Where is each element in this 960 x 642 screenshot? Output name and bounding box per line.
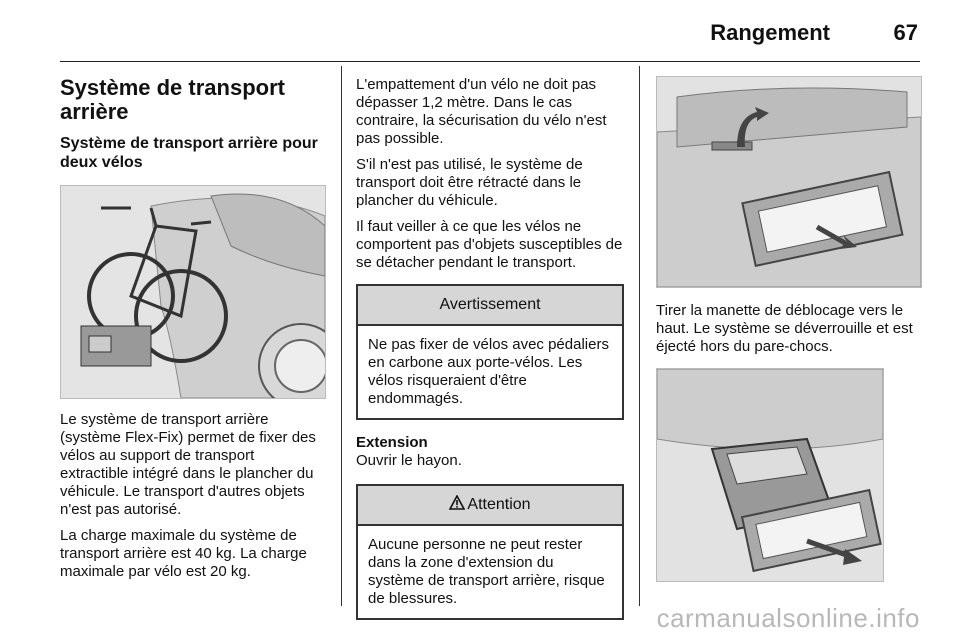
release-handle-illustration — [657, 77, 921, 287]
column-1 — [60, 76, 325, 589]
paragraph: Il faut veiller à ce que les vélos ne comportent pas d'objets susceptibles de se détacher pendant le transport. — [356, 218, 623, 271]
car-rear-with-bicycles-illustration — [61, 186, 325, 398]
paragraph: S'il n'est pas utilisé, le système de transport doit être rétracté dans le plancher du véhicule. — [356, 156, 583, 209]
caution-box — [356, 484, 624, 620]
warning-box-header — [358, 286, 622, 326]
paragraph: Le système de transport arrière (système Flex-Fix) permet de fixer des vélos au support de transport extractible intégré dans le plancher du véhicule. Le transport d'autres objets n'est pas autorisé. — [60, 411, 316, 518]
section-title: Rangement — [710, 20, 830, 45]
caution-box-header — [358, 486, 622, 526]
caution-box-body: Aucune personne ne peut rester dans la zone d'extension du système de transport arrière, risque de blessures. — [368, 536, 605, 607]
warning-box-body: Ne pas fixer de vélos avec pédaliers en carbone aux porte-vélos. Les vélos risqueraient d'être endommagés. — [368, 336, 609, 407]
sub-heading: Système de transport arrière pour deux vélos — [60, 135, 318, 171]
paragraph: L'empattement d'un vélo ne doit pas dépasser 1,2 mètre. Dans le cas contraire, la sécurisation du vélo n'est pas possible. — [356, 76, 607, 147]
column-3 — [656, 76, 922, 582]
page-header — [60, 18, 920, 58]
carrier-ejected-image — [656, 368, 884, 582]
column-divider-1 — [341, 66, 342, 606]
paragraph: Tirer la manette de déblocage vers le haut. Le système se déverrouille et est éjecté hors du pare-chocs. — [656, 302, 913, 355]
subsection-heading: Extension — [356, 434, 428, 451]
column-2 — [356, 76, 624, 634]
header-rule — [60, 61, 920, 62]
page-number: 67 — [893, 20, 918, 45]
warning-box-title: Avertissement — [439, 296, 541, 313]
column-divider-2 — [639, 66, 640, 606]
car-bicycles-illustration — [60, 185, 326, 399]
release-handle-image — [656, 76, 922, 288]
carrier-ejected-illustration — [657, 369, 883, 581]
watermark: carmanualsonline.info — [656, 603, 920, 633]
caution-box-title: Attention — [467, 496, 531, 513]
paragraph: La charge maximale du système de transport arrière est 40 kg. La charge maximale par vélo est 20 kg. — [60, 527, 307, 580]
warning-triangle-icon — [449, 495, 465, 515]
main-heading: Système de transport arrière — [60, 75, 285, 124]
paragraph: Ouvrir le hayon. — [356, 452, 462, 469]
warning-box — [356, 284, 624, 420]
